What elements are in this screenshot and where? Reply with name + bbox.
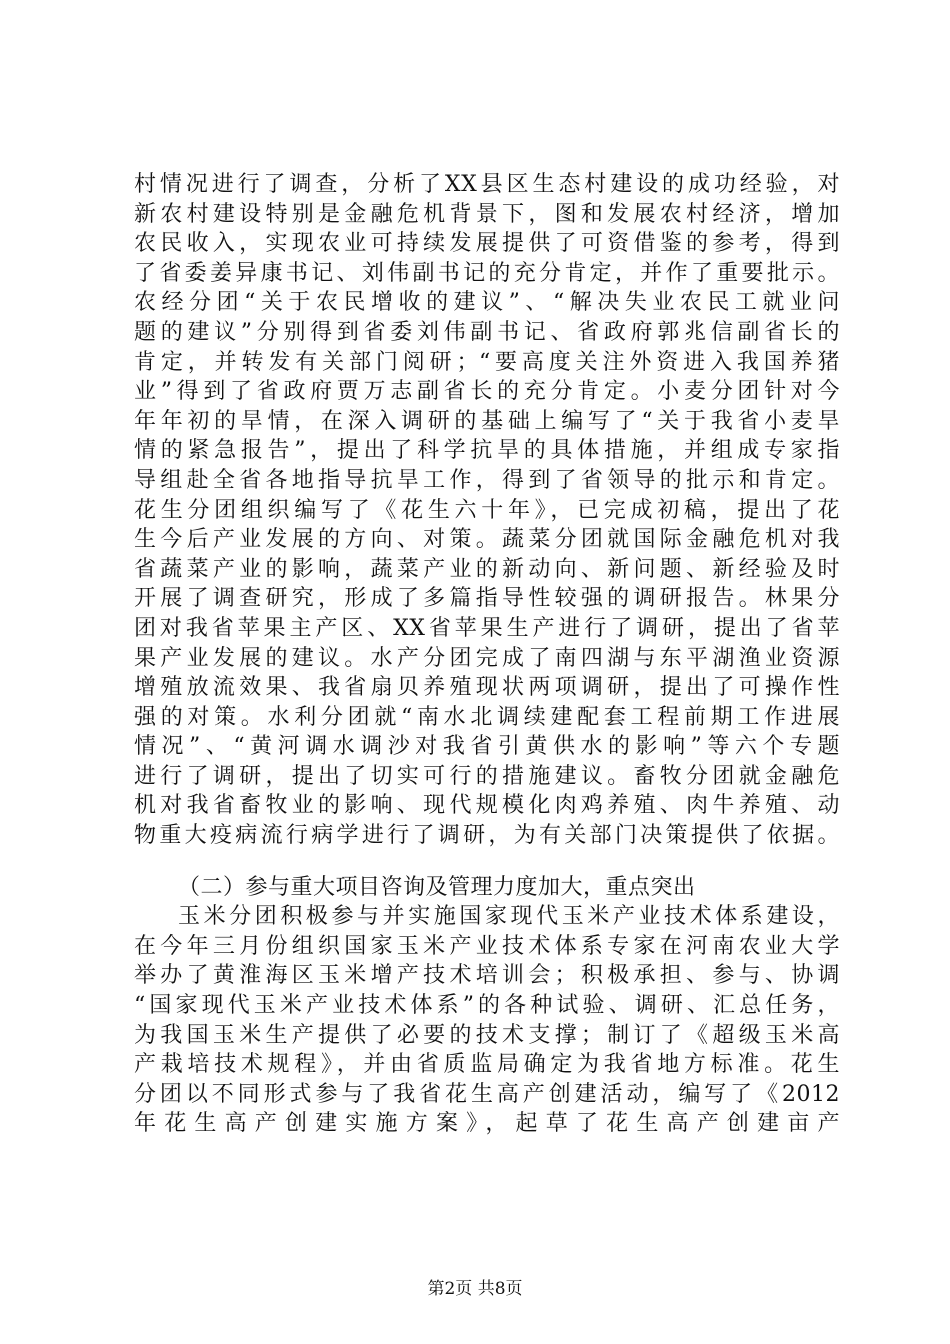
- page-footer: 第2页 共8页: [427, 1279, 523, 1299]
- text-line: 肯定，并转发有关部门阅研；“要高度关注外资进入我国养猪: [134, 349, 840, 375]
- text-line: 年年初的旱情，在深入调研的基础上编写了“关于我省小麦旱: [134, 408, 840, 434]
- text-line: 分团以不同形式参与了我省花生高产创建活动，编写了《2012: [134, 1081, 840, 1107]
- text-line: 开展了调查研究，形成了多篇指导性较强的调研报告。林果分: [134, 586, 840, 612]
- section-heading: （二）参与重大项目咨询及管理力度加大，重点突出: [178, 874, 696, 900]
- text-line: 情的紧急报告”，提出了科学抗旱的具体措施，并组成专家指: [134, 438, 840, 464]
- text-line: 题的建议”分别得到省委刘伟副书记、省政府郭兆信副省长的: [134, 319, 840, 345]
- paragraph-2: [134, 902, 840, 1139]
- text-line: 增殖放流效果、我省扇贝养殖现状两项调研，提出了可操作性: [134, 675, 840, 701]
- text-line: 在今年三月份组织国家玉米产业技术体系专家在河南农业大学: [134, 933, 840, 959]
- text-line: 团对我省苹果主产区、XX省苹果生产进行了调研，提出了省苹: [134, 615, 840, 641]
- text-line: 举办了黄淮海区玉米增产技术培训会；积极承担、参与、协调: [134, 963, 840, 989]
- paragraph-1: [134, 170, 840, 851]
- text-line: 进行了调研，提出了切实可行的措施建议。畜牧分团就金融危: [134, 763, 840, 789]
- text-line: 业”得到了省政府贾万志副省长的充分肯定。小麦分团针对今: [134, 379, 840, 405]
- text-line: 强的对策。水利分团就“南水北调续建配套工程前期工作进展: [134, 704, 840, 730]
- text-line: 产栽培技术规程》，并由省质监局确定为我省地方标准。花生: [134, 1052, 840, 1078]
- text-line: 玉米分团积极参与并实施国家现代玉米产业技术体系建设，: [178, 904, 840, 930]
- text-line: 生今后产业发展的方向、对策。蔬菜分团就国际金融危机对我: [134, 527, 840, 553]
- text-line: 农经分团“关于农民增收的建议”、“解决失业农民工就业问: [134, 290, 840, 316]
- text-line: 果产业发展的建议。水产分团完成了南四湖与东平湖渔业资源: [134, 645, 840, 671]
- text-line: 情况”、“黄河调水调沙对我省引黄供水的影响”等六个专题: [134, 734, 840, 760]
- text-line: 花生分团组织编写了《花生六十年》，已完成初稿，提出了花: [134, 497, 840, 523]
- text-line: 新农村建设特别是金融危机背景下，图和发展农村经济，增加: [134, 201, 840, 227]
- text-line: “国家现代玉米产业技术体系”的各种试验、调研、汇总任务，: [134, 993, 840, 1019]
- paragraph-spacer: [134, 851, 840, 873]
- text-line: 物重大疫病流行病学进行了调研，为有关部门决策提供了依据。: [134, 823, 840, 849]
- text-line: 了省委姜异康书记、刘伟副书记的充分肯定，并作了重要批示。: [134, 260, 840, 286]
- text-line: 农民收入，实现农业可持续发展提供了可资借鉴的参考，得到: [134, 231, 840, 257]
- text-line: 村情况进行了调查，分析了XX县区生态村建设的成功经验，对: [134, 172, 840, 197]
- text-line: 为我国玉米生产提供了必要的技术支撑；制订了《超级玉米高: [134, 1022, 840, 1048]
- text-line: 年花生高产创建实施方案》，起草了花生高产创建亩产: [134, 1111, 840, 1137]
- text-line: 机对我省畜牧业的影响、现代规模化肉鸡养殖、肉牛养殖、动: [134, 793, 840, 819]
- text-line: 省蔬菜产业的影响，蔬菜产业的新动向、新问题、新经验及时: [134, 556, 840, 582]
- document-body: [134, 170, 840, 1139]
- text-line: 导组赴全省各地指导抗旱工作，得到了省领导的批示和肯定。: [134, 467, 840, 493]
